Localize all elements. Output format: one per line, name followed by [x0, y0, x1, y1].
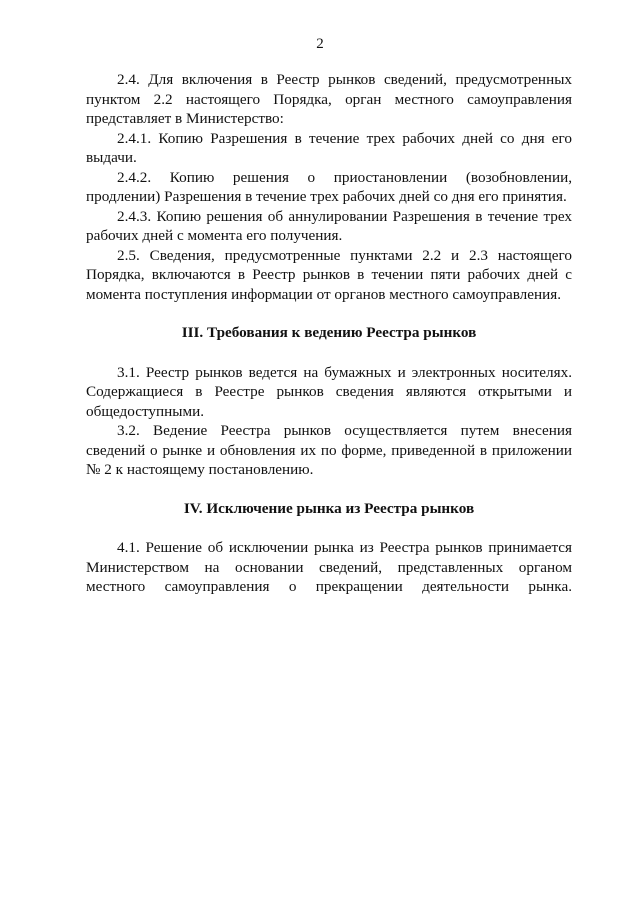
paragraph-3-2: 3.2. Ведение Реестра рынков осуществляется путем внесения сведений о рынке и обновления их по форме, приведенной в приложении № 2 к настоящему постановлению. [86, 422, 572, 478]
paragraph-2-4-1: 2.4.1. Копию Разрешения в течение трех рабочих дней со дня его выдачи. [86, 129, 572, 166]
paragraph-2-4-2: 2.4.2. Копию решения о приостановлении (возобновлении, продлении) Разрешения в течение трех рабочих дней со дня его принятия. [86, 168, 572, 205]
page-number: 2 [316, 36, 324, 52]
document-body [86, 70, 572, 597]
paragraph-4-1: 4.1. Решение об исключении рынка из Реестра рынков принимается Министерством на основании сведений, представленных органом местного самоуправления о прекращении деятельности рынка. [86, 539, 572, 595]
paragraph-2-4-3: 2.4.3. Копию решения об аннулировании Разрешения в течение трех рабочих дней с момента его получения. [86, 207, 572, 244]
paragraph-2-4: 2.4. Для включения в Реестр рынков сведений, предусмотренных пунктом 2.2 настоящего Порядка, орган местного самоуправления представляет в Министерство: [86, 71, 572, 127]
paragraph-2-5: 2.5. Сведения, предусмотренные пунктами 2.2 и 2.3 настоящего Порядка, включаются в Реестр рынков в течении пяти рабочих дней с момента поступления информации от органов местного самоуправления. [86, 246, 572, 303]
section-4-heading: IV. Исключение рынка из Реестра рынков [183, 499, 475, 517]
paragraph-3-1: 3.1. Реестр рынков ведется на бумажных и электронных носителях. Содержащиеся в Реестре рынков сведения являются открытыми и общедоступными. [86, 363, 572, 420]
section-3-heading: III. Требования к ведению Реестра рынков [181, 324, 477, 341]
